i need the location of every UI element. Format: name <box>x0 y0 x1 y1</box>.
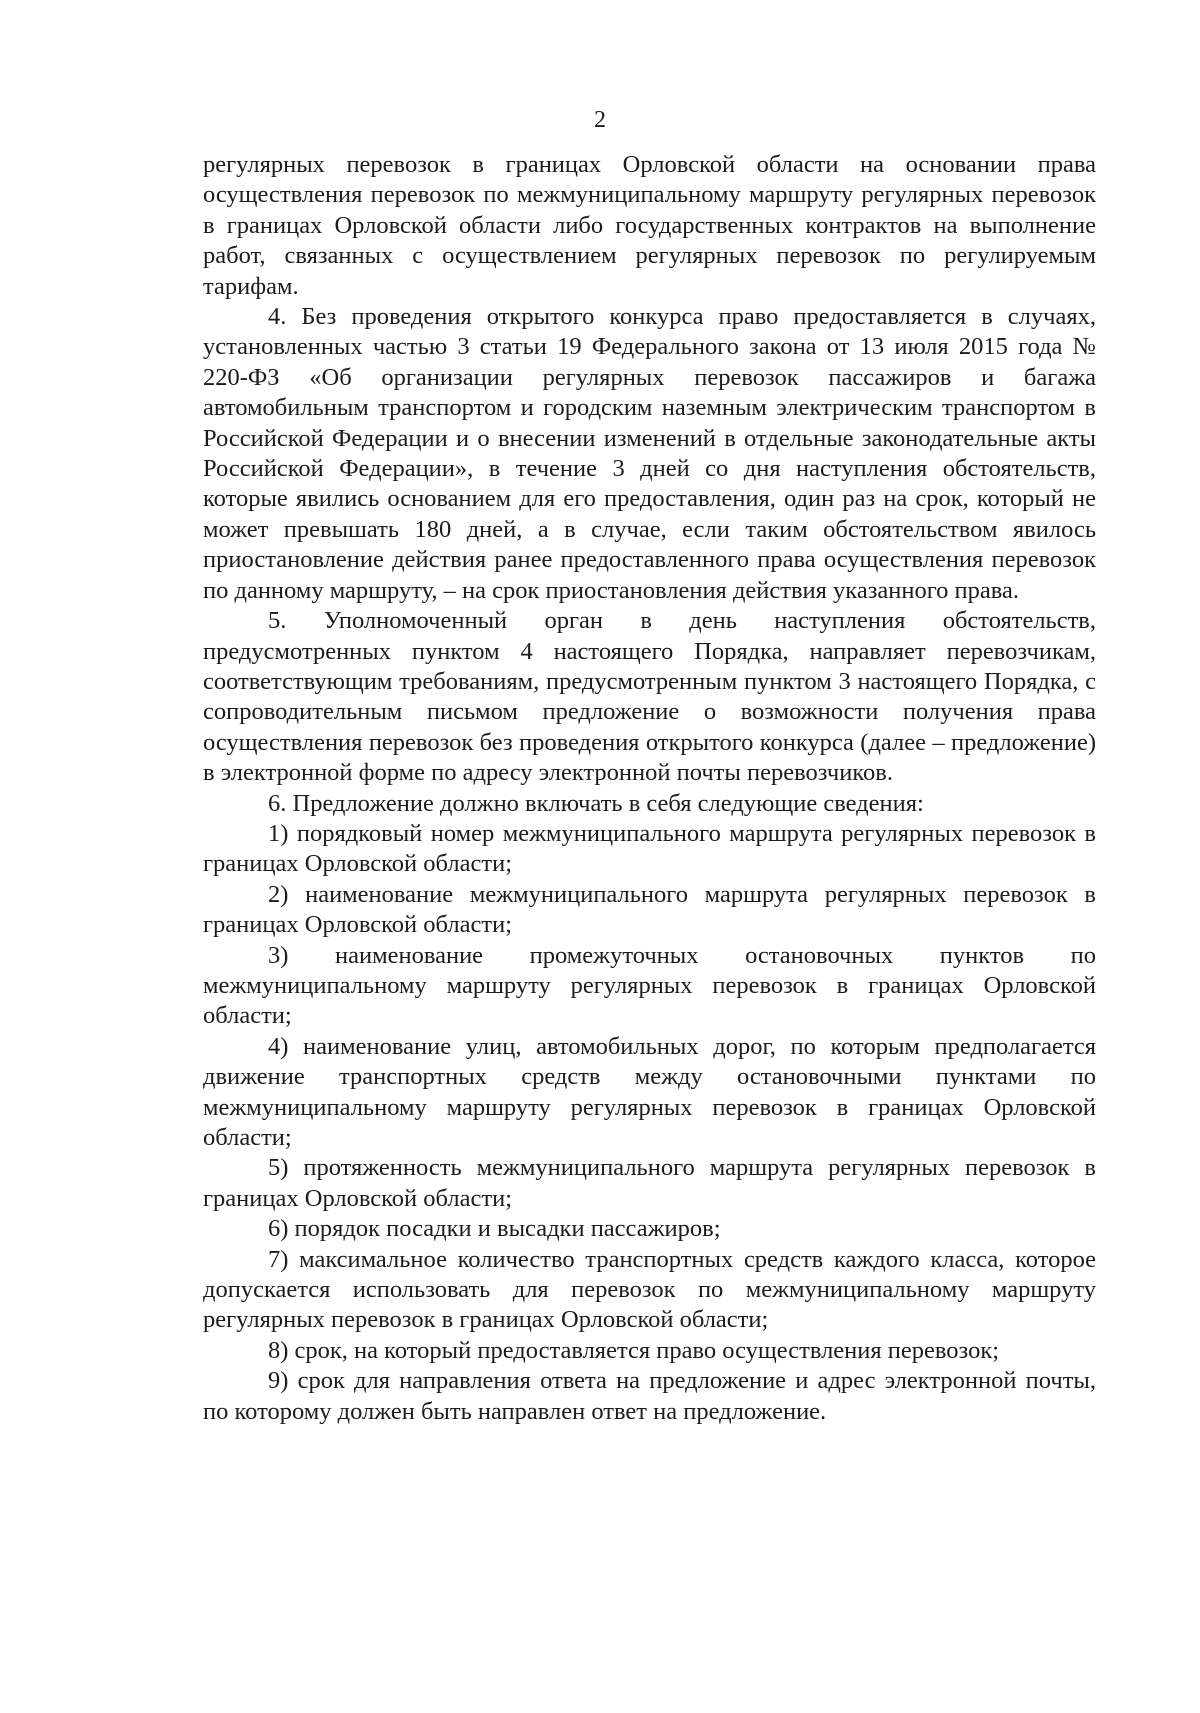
paragraph-item-5: 5. Уполномоченный орган в день наступления обстоятельств, предусмотренных пунктом 4 настоящего Порядка, направляет перевозчикам, соответствующим требованиям, предусмотренным пунктом 3 настоящего Порядка, с сопроводительным письмом предложение о возможности получения права осуществления перевозок без проведения открытого конкурса (далее – предложение) в электронной форме по адресу электронной почты перевозчиков. <box>203 607 1096 787</box>
list-item-8: 8) срок, на который предоставляется право осуществления перевозок; <box>268 1336 1000 1364</box>
list-item-3: 3) наименование промежуточных остановочных пунктов по межмуниципальному маршруту регулярных перевозок в границах Орловской области; <box>203 941 1096 1030</box>
list-item-6: 6) порядок посадки и высадки пассажиров; <box>268 1215 721 1243</box>
list-item-5: 5) протяженность межмуниципального маршрута регулярных перевозок в границах Орловской области; <box>203 1154 1096 1212</box>
document-body <box>203 150 1096 1427</box>
list-item-2: 2) наименование межмуниципального маршрута регулярных перевозок в границах Орловской области; <box>203 880 1096 939</box>
paragraph-continuation: регулярных перевозок в границах Орловской области на основании права осуществления перевозок по межмуниципальному маршруту регулярных перевозок в границах Орловской области либо государственных контрактов на выполнение работ, связанных с осуществлением регулярных перевозок по регулируемым тарифам. <box>203 151 1096 300</box>
paragraph-item-6: 6. Предложение должно включать в себя следующие сведения: <box>268 789 924 817</box>
paragraph-item-4: 4. Без проведения открытого конкурса право предоставляется в случаях, установленных частью 3 статьи 19 Федерального закона от 13 июля 2015 года № 220-ФЗ «Об организации регулярных перевозок пассажиров и багажа автомобильным транспортом и городским наземным электрическим транспортом в Российской Федерации и о внесении изменений в отдельные законодательные акты Российской Федерации», в течение 3 дней со дня наступления обстоятельств, которые явились основанием для его предоставления, один раз на срок, который не может превышать 180 дней, а в случае, если таким обстоятельством явилось приостановление действия ранее предоставленного права осуществления перевозок по данному маршруту, – на срок приостановления действия указанного права. <box>203 303 1096 604</box>
list-item-1: 1) порядковый номер межмуниципального маршрута регулярных перевозок в границах Орловской области; <box>203 819 1096 878</box>
list-item-4: 4) наименование улиц, автомобильных дорог, по которым предполагается движение транспортных средств между остановочными пунктами по межмуниципальному маршруту регулярных перевозок в границах Орловской области; <box>203 1032 1096 1151</box>
list-item-7: 7) максимальное количество транспортных средств каждого класса, которое допускается использовать для перевозок по межмуниципальному маршруту регулярных перевозок в границах Орловской области; <box>203 1245 1096 1334</box>
list-item-9: 9) срок для направления ответа на предложение и адрес электронной почты, по которому должен быть направлен ответ на предложение. <box>203 1367 1096 1425</box>
page-number: 2 <box>594 107 606 133</box>
